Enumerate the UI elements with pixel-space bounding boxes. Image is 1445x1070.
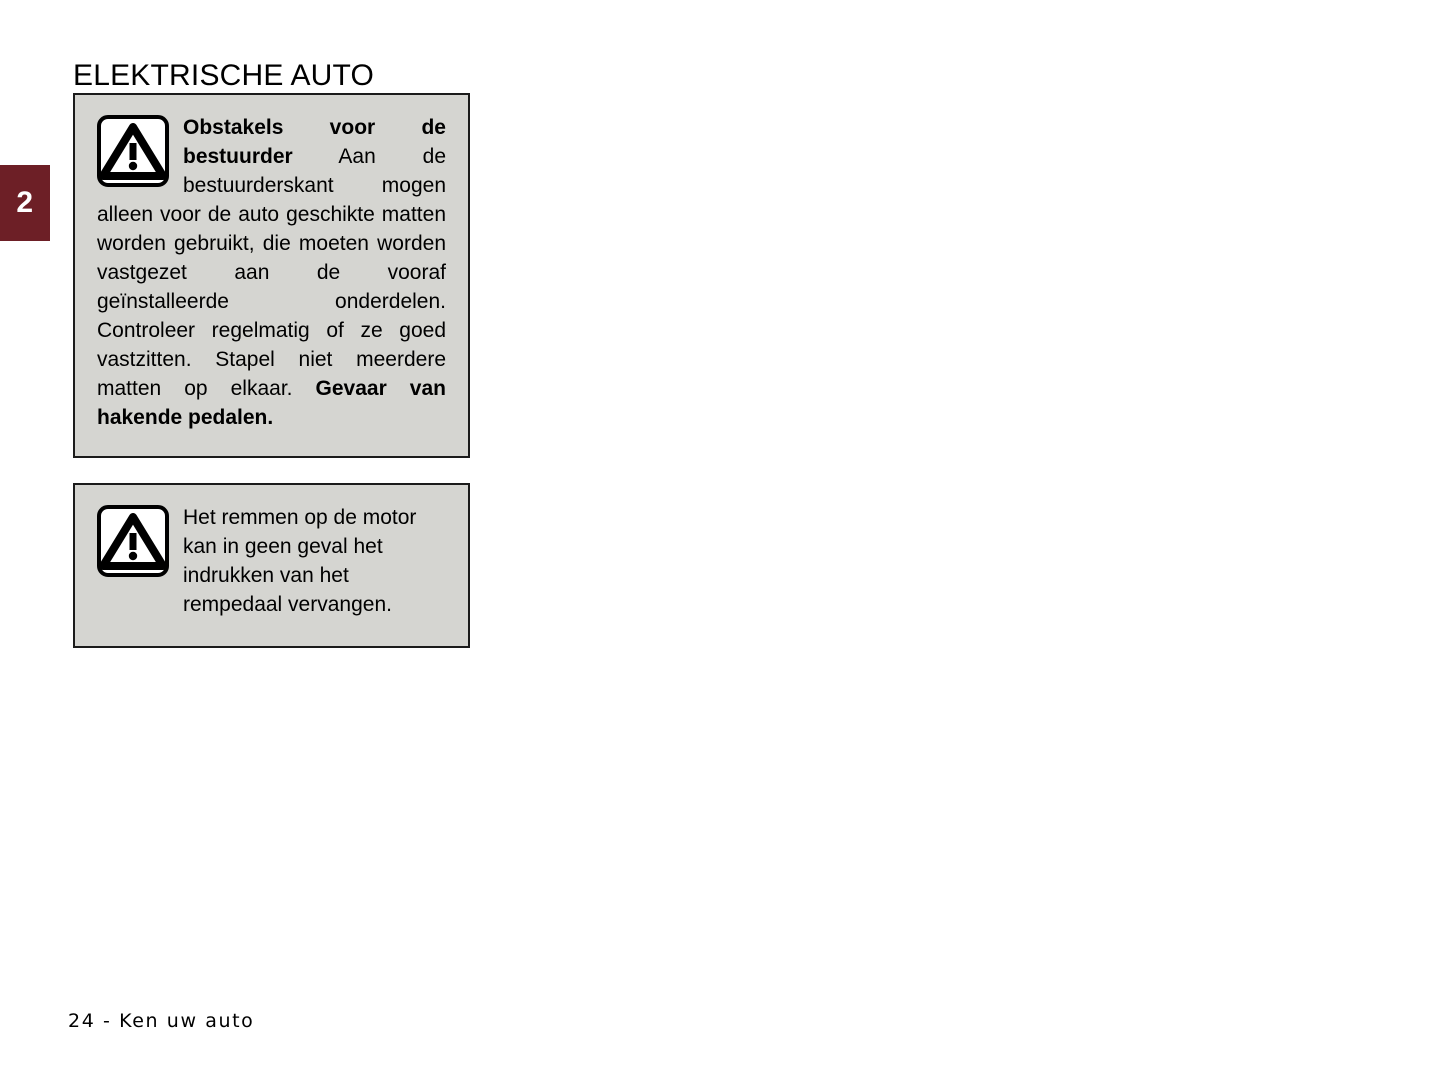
chapter-tab [0,165,50,241]
warning-triangle-icon [97,505,169,577]
page-title: ELEKTRISCHE AUTO [73,59,375,93]
warning-box-obstacles [73,93,470,458]
page-footer: 24 - Ken uw auto [68,1010,255,1032]
chapter-number: 2 [16,186,34,219]
warning-emphasis: Gevaar van hakende pedalen. [97,377,446,429]
warning-body: Aan de bestuurderskant mogen alleen voor de auto geschikte matten worden gebruikt, die moeten worden vastgezet aan de vooraf geïnstalleerde onderdelen. Controleer regelmatig of ze goed vastzitten. Stapel niet meerdere matten op elkaar. [97,145,446,400]
warning-text: Het remmen op de motor kan in geen geval het indrukken van het rempedaal vervangen. [183,506,417,616]
warning-heading: Obstakels voor de bestuurder [183,116,446,168]
warning-box-engine-braking [73,483,470,648]
warning-triangle-icon [97,115,169,187]
